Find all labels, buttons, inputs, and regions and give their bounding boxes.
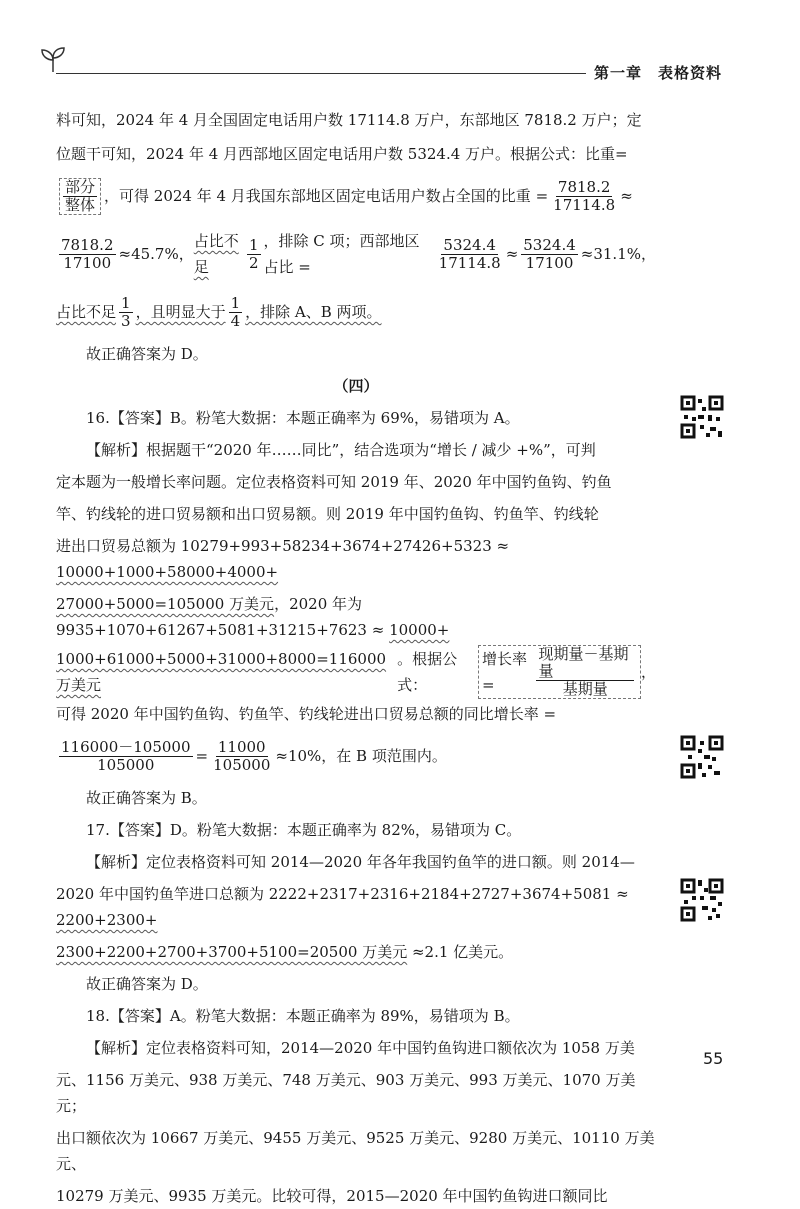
conclusion: 故正确答案为 D。	[86, 975, 208, 993]
page-number: 55	[703, 1049, 724, 1068]
text-line: 元、1156 万美元、938 万美元、748 万美元、903 万美元、993 万美元、1070 万美元；	[56, 1071, 636, 1115]
page-body	[56, 107, 656, 1209]
fraction: $\frac{1}{3}$	[121, 293, 131, 330]
answer-line: 16.【答案】B。粉笔大数据：本题正确率为 69%，易错项为 A。	[86, 409, 520, 427]
math-line: 1000+61000+5000+31000+8000=116000 万美元 。根据公式： 增长率= $\frac{\text{现期量－基期量}}{\text{基期量}}$ ，	[56, 645, 656, 698]
section-title: （四）	[333, 377, 379, 395]
text-line: 定本题为一般增长率问题。定位表格资料可知 2019 年、2020 年中国钓鱼钩、钓鱼	[56, 473, 612, 491]
conclusion: 故正确答案为 B。	[86, 789, 207, 807]
fraction: $\frac{7818.2}{17114.8}$	[553, 177, 616, 214]
text-line: 出口额依次为 10667 万美元、9455 万美元、9525 万美元、9280 万美元、10110 万美元、	[56, 1129, 655, 1173]
fraction: $\frac{7818.2}{17100}$	[61, 235, 114, 272]
growth-rate-formula: $\frac{\text{现期量－基期量}}{\text{基期量}}$	[536, 646, 634, 698]
math-line: 占比不足 $\frac{1}{3}$ ，且明显大于 $\frac{1}{4}$ ，排除 A、B 两项。	[56, 293, 382, 330]
math-line: $\frac{116000-105000}{105000}$ = $\frac{11000}{105000}$ ≈10%，在 B 项范围内。	[61, 737, 447, 774]
math-line: $\frac{7818.2}{17100}$ ≈45.7%， 占比不足 $\frac{1}{2}$ ，排除 C 项；西部地区占比 = $\frac{5324.4}{17114.8}$ ≈ $\frac{5324.4}{17100}$ ≈31.1%，	[61, 232, 656, 276]
text-line: 竿、钓线轮的进口贸易额和出口贸易额。则 2019 年中国钓鱼钩、钓鱼竿、钓线轮	[56, 505, 599, 523]
fraction: $\frac{5324.4}{17114.8}$	[438, 235, 501, 272]
fraction: $\frac{5324.4}{17100}$	[523, 235, 576, 272]
text-line: 料可知，2024 年 4 月全国固定电话用户数 17114.8 万户，东部地区 7818.2 万户；定	[56, 111, 642, 129]
text-line: 进出口贸易总额为 10279+993+58234+3674+27426+5323 ≈ 10000+1000+58000+4000+	[56, 537, 510, 581]
text-line: 2020 年中国钓鱼竿进口总额为 2222+2317+2316+2184+2727+3674+5081 ≈ 2200+2300+	[56, 885, 629, 929]
text-line: 2300+2200+2700+3700+5100=20500 万美元 ≈2.1 亿美元。	[56, 943, 514, 961]
math-line: $\frac{\text{部分}}{\text{整体}}$ ，可得 2024 年 4 月我国东部地区固定电话用户数占全国的比重 = $\frac{7818.2}{17114.8}$ ≈	[56, 167, 656, 225]
qr-code-icon	[680, 878, 724, 922]
qr-code-icon	[680, 395, 724, 439]
text-line: 位题干可知，2024 年 4 月西部地区固定电话用户数 5324.4 万户。根据公式：比重=	[56, 145, 628, 163]
fraction: $\frac{11000}{105000}$	[213, 737, 271, 774]
header-rule	[56, 73, 586, 74]
fraction: $\frac{1}{2}$	[248, 235, 259, 272]
answer-line: 17.【答案】D。粉笔大数据：本题正确率为 82%，易错项为 C。	[86, 821, 522, 839]
text-line: 可得 2020 年中国钓鱼钩、钓鱼竿、钓线轮进出口贸易总额的同比增长率 =	[56, 705, 557, 723]
leaf-icon	[38, 44, 68, 74]
chapter-title: 第一章 表格资料	[594, 64, 723, 82]
fraction: $\frac{1}{4}$	[230, 293, 241, 330]
fraction: $\frac{116000-105000}{105000}$	[61, 737, 191, 774]
text-line: 【解析】定位表格资料可知 2014—2020 年各年我国钓鱼竿的进口额。则 2014—	[86, 853, 635, 871]
text-line: 【解析】定位表格资料可知，2014—2020 年中国钓鱼钩进口额依次为 1058 万美	[86, 1039, 635, 1057]
conclusion: 故正确答案为 D。	[86, 345, 208, 363]
answer-line: 18.【答案】A。粉笔大数据：本题正确率为 89%，易错项为 B。	[86, 1007, 520, 1025]
qr-code-icon	[680, 735, 724, 779]
fraction-part-whole: $\frac{\text{部分}}{\text{整体}}$	[59, 178, 101, 215]
text-line: 10279 万美元、9935 万美元。比较可得，2015—2020 年中国钓鱼钩进口额同比	[56, 1187, 608, 1205]
text-line: 【解析】根据题干“2020 年……同比”，结合选项为“增长 / 减少 +%”，可判	[86, 441, 596, 459]
text-line: 27000+5000=105000 万美元，2020 年为 9935+1070+61267+5081+31215+7623 ≈ 10000+	[56, 595, 450, 639]
